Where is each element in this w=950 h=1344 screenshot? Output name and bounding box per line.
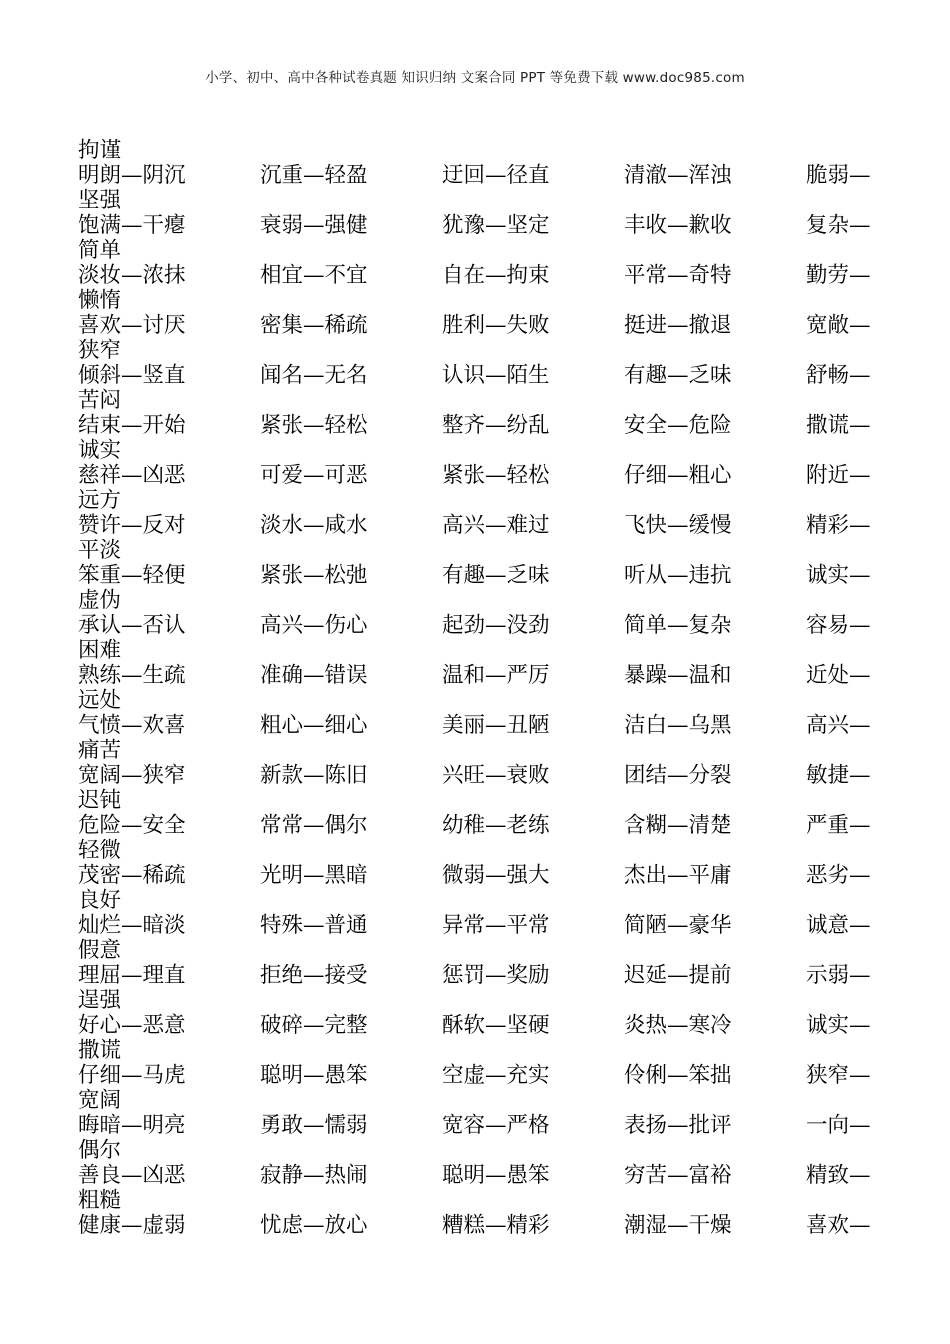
antonym-pair: 破碎—完整 bbox=[260, 1013, 368, 1038]
antonym-pair: 飞快—缓慢 bbox=[624, 513, 732, 538]
antonym-pair: 敏捷— bbox=[806, 763, 871, 788]
antonym-pair: 健康—虚弱 bbox=[78, 1213, 186, 1238]
antonym-wrap-text: 撒谎 bbox=[78, 1038, 122, 1063]
antonym-pair: 诚意— bbox=[806, 913, 871, 938]
antonym-wrap-line bbox=[78, 488, 898, 513]
antonym-pair: 高兴—伤心 bbox=[260, 613, 368, 638]
antonym-pair: 聪明—愚笨 bbox=[260, 1063, 368, 1088]
antonym-pair: 危险—安全 bbox=[78, 813, 186, 838]
antonym-pair: 复杂— bbox=[806, 213, 871, 238]
antonym-pair: 高兴— bbox=[806, 713, 871, 738]
antonym-wrap-line bbox=[78, 1088, 898, 1113]
antonym-wrap-text: 假意 bbox=[78, 938, 122, 963]
antonym-pair: 杰出—平庸 bbox=[624, 863, 732, 888]
page-header: 小学、初中、高中各种试卷真题 知识归纳 文案合同 PPT 等免费下载 www.doc985.com bbox=[205, 70, 745, 86]
antonym-wrap-line bbox=[78, 788, 898, 813]
antonym-row bbox=[78, 563, 898, 588]
antonym-pair: 伶俐—笨拙 bbox=[624, 1063, 732, 1088]
antonym-row bbox=[78, 1113, 898, 1138]
antonym-wrap-text: 苦闷 bbox=[78, 388, 122, 413]
antonym-pair: 光明—黑暗 bbox=[260, 863, 368, 888]
antonym-row bbox=[78, 663, 898, 688]
antonym-pair: 粗心—细心 bbox=[260, 713, 368, 738]
antonym-pair: 表扬—批评 bbox=[624, 1113, 732, 1138]
antonym-pair: 舒畅— bbox=[806, 363, 871, 388]
antonym-wrap-line bbox=[78, 1038, 898, 1063]
antonym-wrap-line bbox=[78, 1188, 898, 1213]
antonym-wrap-line bbox=[78, 388, 898, 413]
antonym-pair: 新款—陈旧 bbox=[260, 763, 368, 788]
antonym-pair: 诚实— bbox=[806, 563, 871, 588]
antonym-pair: 结束—开始 bbox=[78, 413, 186, 438]
antonym-row bbox=[78, 513, 898, 538]
antonym-row bbox=[78, 363, 898, 388]
antonym-pair: 严重— bbox=[806, 813, 871, 838]
antonym-pair: 平常—奇特 bbox=[624, 263, 732, 288]
lead-line bbox=[78, 138, 898, 163]
antonym-pair: 有趣—乏味 bbox=[624, 363, 732, 388]
antonym-row bbox=[78, 213, 898, 238]
antonym-pair: 可爱—可恶 bbox=[260, 463, 368, 488]
antonym-pair: 忧虑—放心 bbox=[260, 1213, 368, 1238]
antonym-pair: 惩罚—奖励 bbox=[442, 963, 550, 988]
antonym-wrap-text: 诚实 bbox=[78, 438, 122, 463]
antonym-pair: 近处— bbox=[806, 663, 871, 688]
antonym-wrap-line bbox=[78, 738, 898, 763]
antonym-pair: 准确—错误 bbox=[260, 663, 368, 688]
antonym-wrap-line bbox=[78, 538, 898, 563]
antonym-wrap-text: 逞强 bbox=[78, 988, 122, 1013]
antonym-row bbox=[78, 613, 898, 638]
antonym-pair: 聪明—愚笨 bbox=[442, 1163, 550, 1188]
antonym-pair: 胜利—失败 bbox=[442, 313, 550, 338]
antonym-wrap-line bbox=[78, 338, 898, 363]
antonym-pair: 笨重—轻便 bbox=[78, 563, 186, 588]
antonym-wrap-text: 痛苦 bbox=[78, 738, 122, 763]
antonym-pair: 常常—偶尔 bbox=[260, 813, 368, 838]
antonym-wrap-text: 远处 bbox=[78, 688, 122, 713]
antonym-pair: 狭窄— bbox=[806, 1063, 871, 1088]
antonym-pair: 宽阔—狭窄 bbox=[78, 763, 186, 788]
antonym-pair: 仔细—马虎 bbox=[78, 1063, 186, 1088]
antonym-pair: 理屈—理直 bbox=[78, 963, 186, 988]
antonym-row bbox=[78, 913, 898, 938]
antonym-pair: 兴旺—衰败 bbox=[442, 763, 550, 788]
antonym-wrap-line bbox=[78, 588, 898, 613]
antonym-row bbox=[78, 863, 898, 888]
antonym-pair: 整齐—纷乱 bbox=[442, 413, 550, 438]
antonym-pair: 赞许—反对 bbox=[78, 513, 186, 538]
antonym-pair: 喜欢—讨厌 bbox=[78, 313, 186, 338]
antonym-wrap-text: 简单 bbox=[78, 238, 122, 263]
antonym-row bbox=[78, 713, 898, 738]
antonym-pair: 淡妆—浓抹 bbox=[78, 263, 186, 288]
antonym-pair: 附近— bbox=[806, 463, 871, 488]
antonym-pair: 酥软—坚硬 bbox=[442, 1013, 550, 1038]
antonym-pair: 丰收—歉收 bbox=[624, 213, 732, 238]
antonym-pair: 喜欢— bbox=[806, 1213, 871, 1238]
antonym-row bbox=[78, 313, 898, 338]
antonym-wrap-text: 虚伪 bbox=[78, 588, 122, 613]
antonym-pair: 暴躁—温和 bbox=[624, 663, 732, 688]
antonym-pair: 含糊—清楚 bbox=[624, 813, 732, 838]
antonym-pair: 示弱— bbox=[806, 963, 871, 988]
antonym-pair: 洁白—乌黑 bbox=[624, 713, 732, 738]
antonym-pair: 相宜—不宜 bbox=[260, 263, 368, 288]
antonym-pair: 紧张—轻松 bbox=[260, 413, 368, 438]
antonym-wrap-text: 坚强 bbox=[78, 188, 122, 213]
antonym-pair: 清澈—浑浊 bbox=[624, 163, 732, 188]
antonym-wrap-text: 粗糙 bbox=[78, 1188, 122, 1213]
antonym-wrap-text: 轻微 bbox=[78, 838, 122, 863]
antonym-pair: 熟练—生疏 bbox=[78, 663, 186, 688]
antonym-pair: 温和—严厉 bbox=[442, 663, 550, 688]
antonym-pair: 糟糕—精彩 bbox=[442, 1213, 550, 1238]
antonym-pair: 沉重—轻盈 bbox=[260, 163, 368, 188]
antonym-pair: 幼稚—老练 bbox=[442, 813, 550, 838]
antonym-pair: 勤劳— bbox=[806, 263, 871, 288]
antonym-pair: 穷苦—富裕 bbox=[624, 1163, 732, 1188]
antonym-pair: 倾斜—竖直 bbox=[78, 363, 186, 388]
antonym-wrap-text: 远方 bbox=[78, 488, 122, 513]
antonym-pair: 紧张—松弛 bbox=[260, 563, 368, 588]
antonym-wrap-line bbox=[78, 688, 898, 713]
antonym-pair: 闻名—无名 bbox=[260, 363, 368, 388]
antonym-pair: 慈祥—凶恶 bbox=[78, 463, 186, 488]
antonym-pair: 淡水—咸水 bbox=[260, 513, 368, 538]
antonym-wrap-text: 宽阔 bbox=[78, 1088, 122, 1113]
lead-text: 拘谨 bbox=[78, 138, 122, 163]
antonym-pair: 恶劣— bbox=[806, 863, 871, 888]
antonym-row bbox=[78, 413, 898, 438]
antonym-pair: 美丽—丑陋 bbox=[442, 713, 550, 738]
antonym-pair: 承认—否认 bbox=[78, 613, 186, 638]
antonym-pair: 撒谎— bbox=[806, 413, 871, 438]
antonym-row bbox=[78, 1213, 898, 1238]
antonym-pair: 一向— bbox=[806, 1113, 871, 1138]
antonym-pair: 衰弱—强健 bbox=[260, 213, 368, 238]
antonym-pair: 诚实— bbox=[806, 1013, 871, 1038]
antonym-row bbox=[78, 263, 898, 288]
antonym-wrap-text: 平淡 bbox=[78, 538, 122, 563]
antonym-wrap-line bbox=[78, 638, 898, 663]
antonym-pair: 宽容—严格 bbox=[442, 1113, 550, 1138]
antonym-wrap-line bbox=[78, 838, 898, 863]
antonym-list bbox=[78, 138, 898, 1238]
antonym-pair: 仔细—粗心 bbox=[624, 463, 732, 488]
antonym-pair: 密集—稀疏 bbox=[260, 313, 368, 338]
antonym-pair: 善良—凶恶 bbox=[78, 1163, 186, 1188]
antonym-wrap-line bbox=[78, 938, 898, 963]
antonym-pair: 异常—平常 bbox=[442, 913, 550, 938]
antonym-pair: 好心—恶意 bbox=[78, 1013, 186, 1038]
antonym-pair: 勇敢—懦弱 bbox=[260, 1113, 368, 1138]
antonym-pair: 宽敞— bbox=[806, 313, 871, 338]
antonym-wrap-line bbox=[78, 1138, 898, 1163]
antonym-pair: 脆弱— bbox=[806, 163, 871, 188]
antonym-row bbox=[78, 813, 898, 838]
antonym-pair: 安全—危险 bbox=[624, 413, 732, 438]
antonym-row bbox=[78, 963, 898, 988]
antonym-pair: 特殊—普通 bbox=[260, 913, 368, 938]
antonym-row bbox=[78, 1163, 898, 1188]
antonym-pair: 炎热—寒冷 bbox=[624, 1013, 732, 1038]
antonym-row bbox=[78, 1013, 898, 1038]
antonym-wrap-line bbox=[78, 438, 898, 463]
antonym-pair: 起劲—没劲 bbox=[442, 613, 550, 638]
antonym-wrap-text: 良好 bbox=[78, 888, 122, 913]
antonym-row bbox=[78, 163, 898, 188]
antonym-wrap-text: 狭窄 bbox=[78, 338, 122, 363]
antonym-pair: 晦暗—明亮 bbox=[78, 1113, 186, 1138]
antonym-wrap-line bbox=[78, 188, 898, 213]
antonym-wrap-line bbox=[78, 288, 898, 313]
antonym-pair: 简陋—豪华 bbox=[624, 913, 732, 938]
antonym-pair: 寂静—热闹 bbox=[260, 1163, 368, 1188]
antonym-wrap-text: 懒惰 bbox=[78, 288, 122, 313]
antonym-pair: 灿烂—暗淡 bbox=[78, 913, 186, 938]
antonym-pair: 精彩— bbox=[806, 513, 871, 538]
antonym-pair: 简单—复杂 bbox=[624, 613, 732, 638]
antonym-pair: 气愤—欢喜 bbox=[78, 713, 186, 738]
antonym-pair: 拒绝—接受 bbox=[260, 963, 368, 988]
antonym-pair: 有趣—乏味 bbox=[442, 563, 550, 588]
antonym-pair: 高兴—难过 bbox=[442, 513, 550, 538]
antonym-pair: 自在—拘束 bbox=[442, 263, 550, 288]
antonym-pair: 紧张—轻松 bbox=[442, 463, 550, 488]
antonym-pair: 明朗—阴沉 bbox=[78, 163, 186, 188]
antonym-pair: 认识—陌生 bbox=[442, 363, 550, 388]
antonym-wrap-text: 偶尔 bbox=[78, 1138, 122, 1163]
antonym-wrap-line bbox=[78, 238, 898, 263]
antonym-pair: 空虚—充实 bbox=[442, 1063, 550, 1088]
antonym-pair: 迂回—径直 bbox=[442, 163, 550, 188]
antonym-pair: 容易— bbox=[806, 613, 871, 638]
antonym-pair: 精致— bbox=[806, 1163, 871, 1188]
antonym-row bbox=[78, 463, 898, 488]
antonym-row bbox=[78, 763, 898, 788]
antonym-pair: 迟延—提前 bbox=[624, 963, 732, 988]
antonym-wrap-line bbox=[78, 988, 898, 1013]
antonym-pair: 饱满—干瘪 bbox=[78, 213, 186, 238]
antonym-wrap-text: 困难 bbox=[78, 638, 122, 663]
antonym-pair: 挺进—撤退 bbox=[624, 313, 732, 338]
antonym-wrap-text: 迟钝 bbox=[78, 788, 122, 813]
antonym-pair: 茂密—稀疏 bbox=[78, 863, 186, 888]
antonym-pair: 潮湿—干燥 bbox=[624, 1213, 732, 1238]
antonym-pair: 听从—违抗 bbox=[624, 563, 732, 588]
antonym-wrap-line bbox=[78, 888, 898, 913]
antonym-row bbox=[78, 1063, 898, 1088]
antonym-pair: 团结—分裂 bbox=[624, 763, 732, 788]
antonym-pair: 犹豫—坚定 bbox=[442, 213, 550, 238]
antonym-pair: 微弱—强大 bbox=[442, 863, 550, 888]
